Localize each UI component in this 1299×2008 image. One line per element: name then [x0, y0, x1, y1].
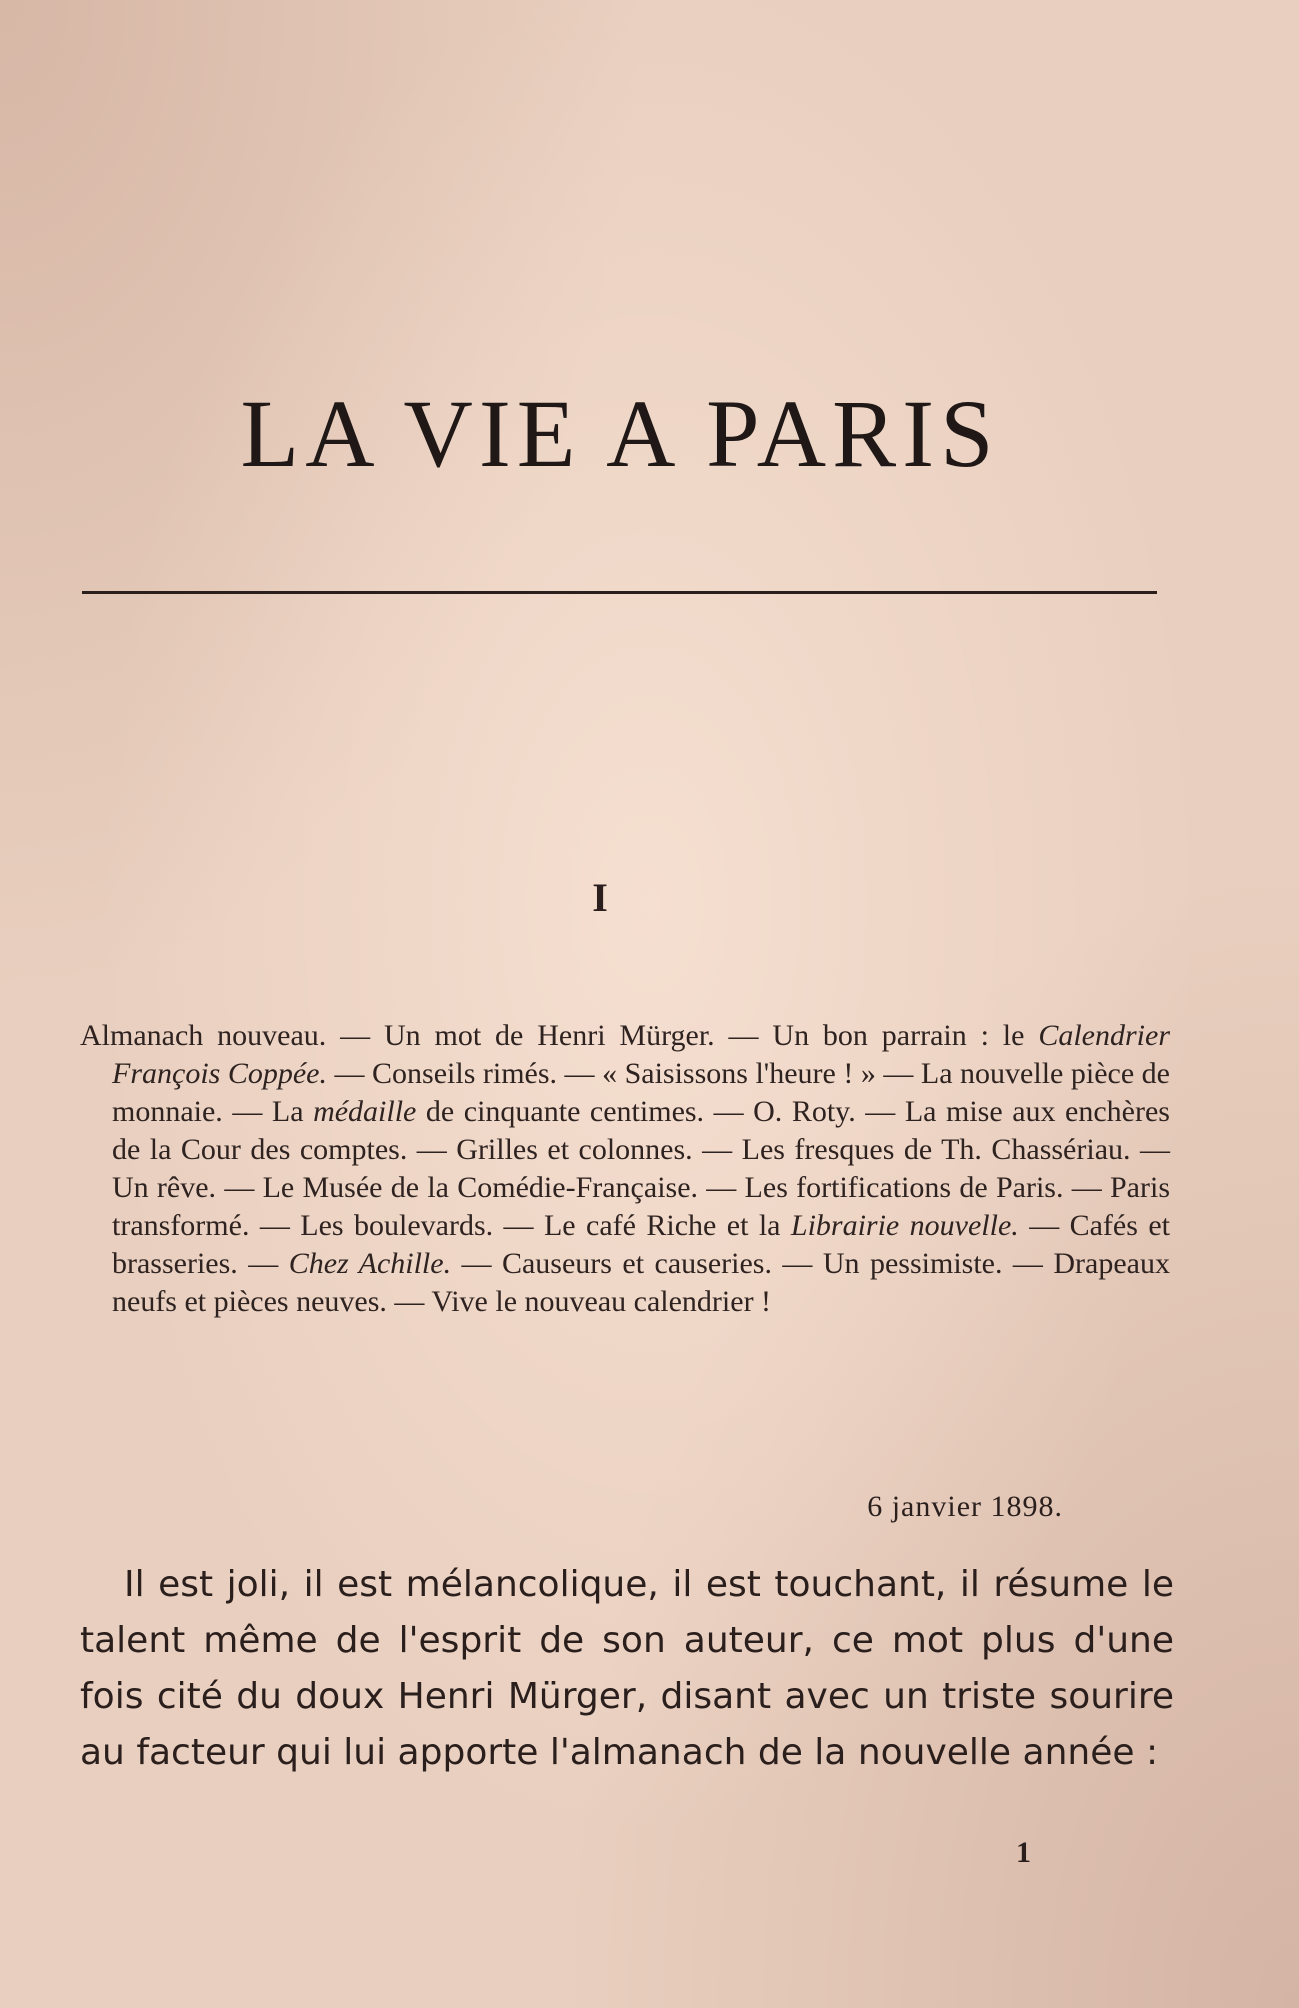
body-text [80, 1557, 1174, 1781]
entry-date: 6 janvier 1898. [867, 1490, 1063, 1523]
body-paragraph: Il est joli, il est mélancolique, il est touchant, il résume le talent même de l'esprit de son auteur, ce mot plus d'une fois cité du doux Henri Mürger, disant avec un triste sourire au facteur qui lui apporte l'almanach de la nouvelle année : [80, 1564, 1174, 1773]
title-rule [82, 591, 1157, 594]
chapter-number: I [592, 875, 608, 920]
summary-segment: — Cafés et brasseries. — [112, 1209, 1170, 1280]
summary-paragraph [80, 1017, 1170, 1321]
summary-segment-italic: Librairie nouvelle. [790, 1209, 1019, 1242]
summary-segment-italic: Chez Achille. [288, 1247, 452, 1280]
page-title: LA VIE A PARIS [240, 380, 1000, 487]
summary-segment-italic: Calendrier François Coppée. [112, 1019, 1170, 1090]
chapter-summary [80, 1017, 1170, 1321]
summary-segment: de cinquante centimes. — O. Roty. — La mise aux enchères de la Cour des comptes. — Grilles et colonnes. — Les fresques de Th. Chassériau. — Un rêve. — Le Musée de la Comédie-Française. — Les fortifications de Paris. — Paris transformé. — Les boulevards. — Le café Riche et la [112, 1095, 1170, 1242]
summary-segment-italic: médaille [313, 1095, 417, 1128]
summary-segment: — Causeurs et causeries. — Un pessimiste. — Drapeaux neufs et pièces neuves. — Vive le nouveau calendrier ! [112, 1247, 1170, 1318]
summary-segment: Almanach nouveau. — Un mot de Henri Mürger. — Un bon parrain : le [80, 1019, 1039, 1052]
summary-segment: — Conseils rimés. — « Saisissons l'heure ! » — La nouvelle pièce de monnaie. — La [112, 1057, 1170, 1128]
page-number: 1 [1016, 1836, 1031, 1869]
